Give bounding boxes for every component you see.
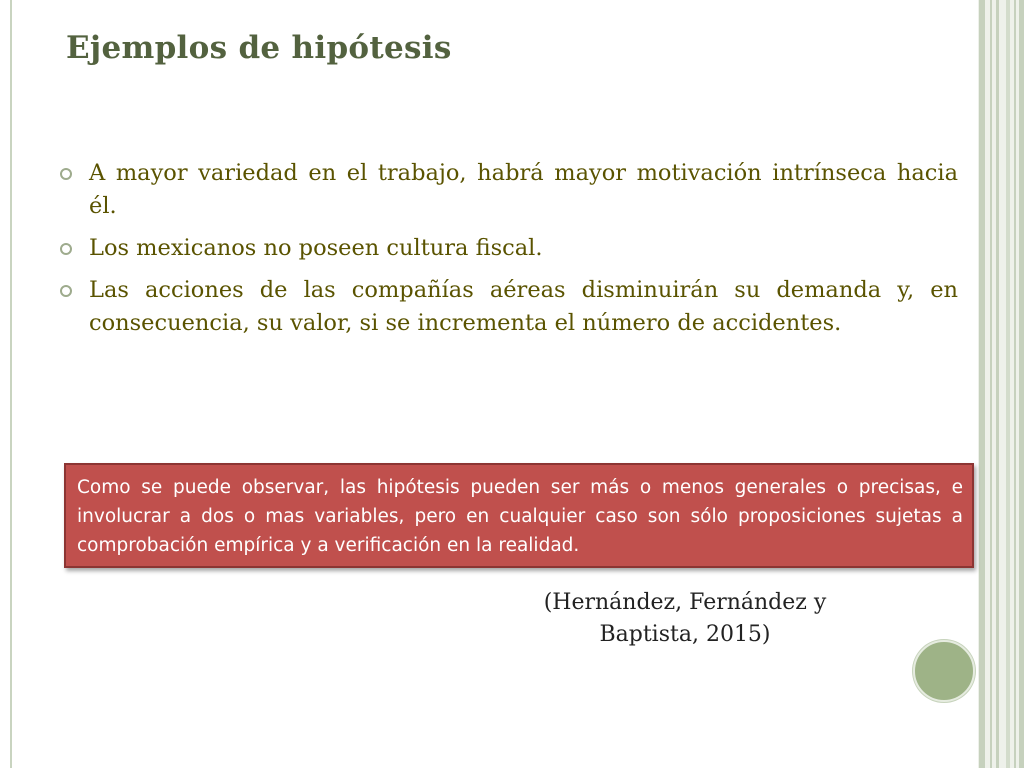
bullet-list (60, 157, 958, 349)
citation-line-2: Baptista, 2015) (599, 622, 771, 647)
bullet-text: Los mexicanos no poseen cultura fiscal. (89, 235, 543, 261)
rail-stripe (1019, 0, 1024, 768)
citation (520, 587, 850, 651)
rail-stripe (990, 0, 992, 768)
bullet-text: Las acciones de las compañías aéreas disminuirán su demanda y, en consecuencia, su valor, si se incrementa el número de accidentes. (89, 277, 958, 336)
note-callout-box (64, 463, 974, 568)
bullet-text: A mayor variedad en el trabajo, habrá mayor motivación intrínseca hacia él. (89, 160, 958, 219)
rail-stripe (996, 0, 999, 768)
bullet-circle-icon (60, 168, 72, 180)
slide-title: Ejemplos de hipótesis (66, 30, 452, 66)
left-border-line (10, 0, 12, 768)
bullet-circle-icon (60, 243, 72, 255)
note-text: Como se puede observar, las hipótesis pueden ser más o menos generales o precisas, e involucrar a dos o mas variables, pero en cualquier caso son sólo proposiciones sujetas a comprobación empírica y a verificación en la realidad. (77, 477, 963, 556)
bullet-item (60, 157, 958, 223)
rail-stripe (1006, 0, 1010, 768)
rail-stripe (1014, 0, 1016, 768)
bullet-circle-icon (60, 285, 72, 297)
bullet-item (60, 232, 958, 265)
rail-stripe (979, 0, 985, 768)
citation-line-1: (Hernández, Fernández y (543, 590, 827, 615)
bullet-item (60, 274, 958, 340)
decorative-circle (913, 640, 975, 702)
